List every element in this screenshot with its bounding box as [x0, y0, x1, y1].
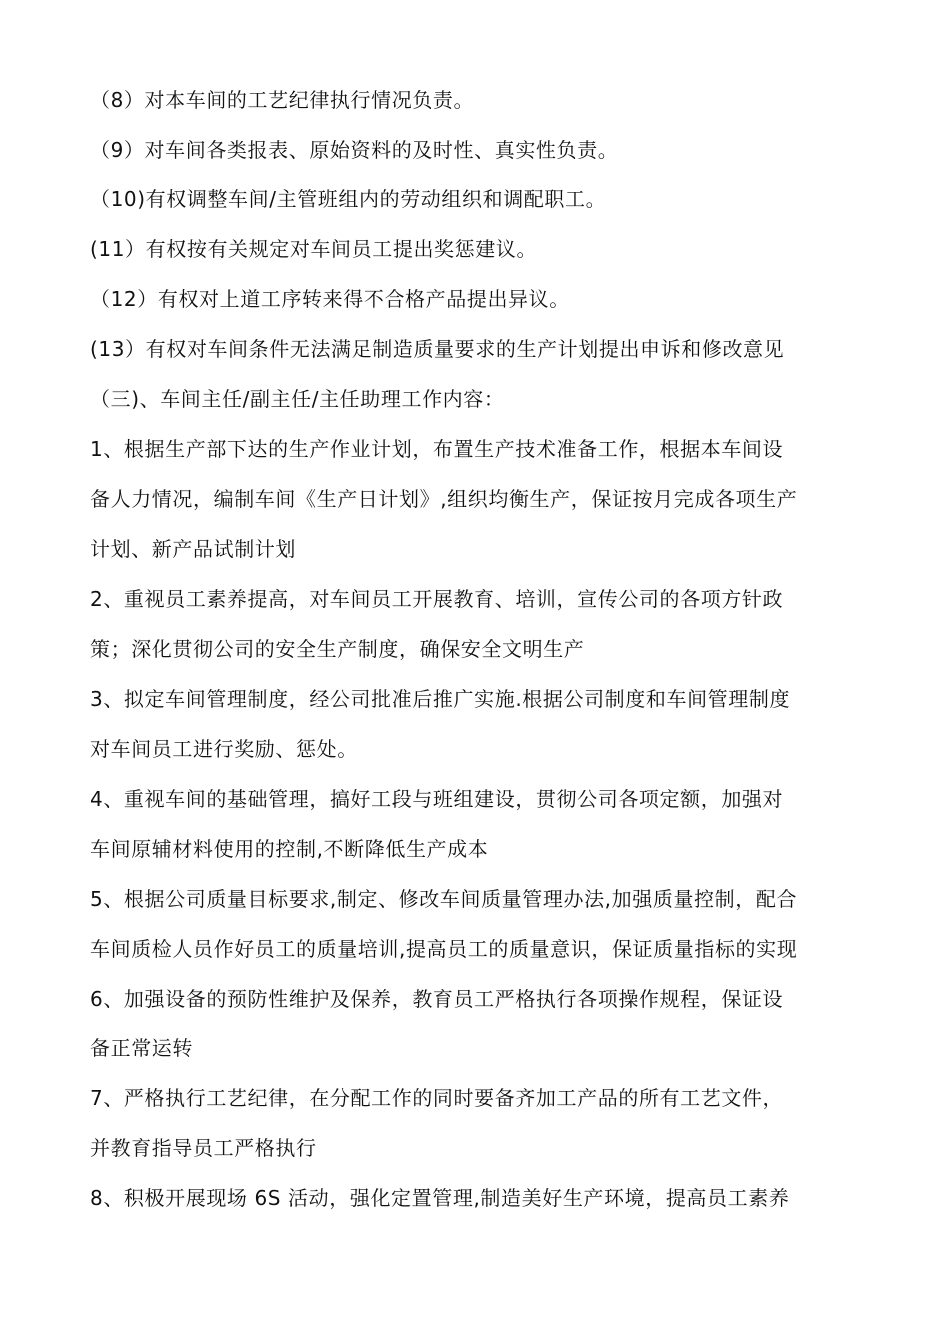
text-line: 4、重视车间的基础管理，搞好工段与班组建设，贯彻公司各项定额，加强对 — [90, 787, 784, 811]
text-line: （10)有权调整车间/主管班组内的劳动组织和调配职工。 — [90, 187, 607, 211]
text-line: 6、加强设备的预防性维护及保养，教育员工严格执行各项操作规程，保证设 — [90, 987, 784, 1011]
text-line: （12）有权对上道工序转来得不合格产品提出异议。 — [90, 287, 570, 311]
text-line: 备正常运转 — [90, 1036, 193, 1060]
text-line: （9）对车间各类报表、原始资料的及时性、真实性负责。 — [90, 138, 619, 162]
text-line: 1、根据生产部下达的生产作业计划，布置生产技术准备工作，根据本车间设 — [90, 437, 784, 461]
text-line: （8）对本车间的工艺纪律执行情况负责。 — [90, 88, 475, 112]
text-line: 备人力情况，编制车间《生产日计划》,组织均衡生产，保证按月完成各项生产 — [90, 487, 798, 511]
text-line: （三)、车间主任/副主任/主任助理工作内容： — [90, 387, 505, 411]
text-line: 8、积极开展现场 6S 活动，强化定置管理,制造美好生产环境，提高员工素养 — [90, 1186, 790, 1210]
text-line: 7、严格执行工艺纪律，在分配工作的同时要备齐加工产品的所有工艺文件， — [90, 1086, 784, 1110]
text-line: 对车间员工进行奖励、惩处。 — [90, 737, 358, 761]
text-line: 3、拟定车间管理制度，经公司批准后推广实施.根据公司制度和车间管理制度 — [90, 687, 791, 711]
text-line: 策；深化贯彻公司的安全生产制度，确保安全文明生产 — [90, 637, 585, 661]
text-line: 2、重视员工素养提高，对车间员工开展教育、培训，宣传公司的各项方针政 — [90, 587, 784, 611]
text-line: 车间原辅材料使用的控制,不断降低生产成本 — [90, 837, 489, 861]
text-line: 计划、新产品试制计划 — [90, 537, 296, 561]
text-line: (11）有权按有关规定对车间员工提出奖惩建议。 — [90, 237, 538, 261]
text-line: 5、根据公司质量目标要求,制定、修改车间质量管理办法,加强质量控制，配合 — [90, 887, 798, 911]
text-line: 车间质检人员作好员工的质量培训,提高员工的质量意识，保证质量指标的实现 — [90, 937, 798, 961]
text-line: (13）有权对车间条件无法满足制造质量要求的生产计划提出申诉和修改意见 — [90, 337, 785, 361]
text-line: 并教育指导员工严格执行 — [90, 1136, 317, 1160]
